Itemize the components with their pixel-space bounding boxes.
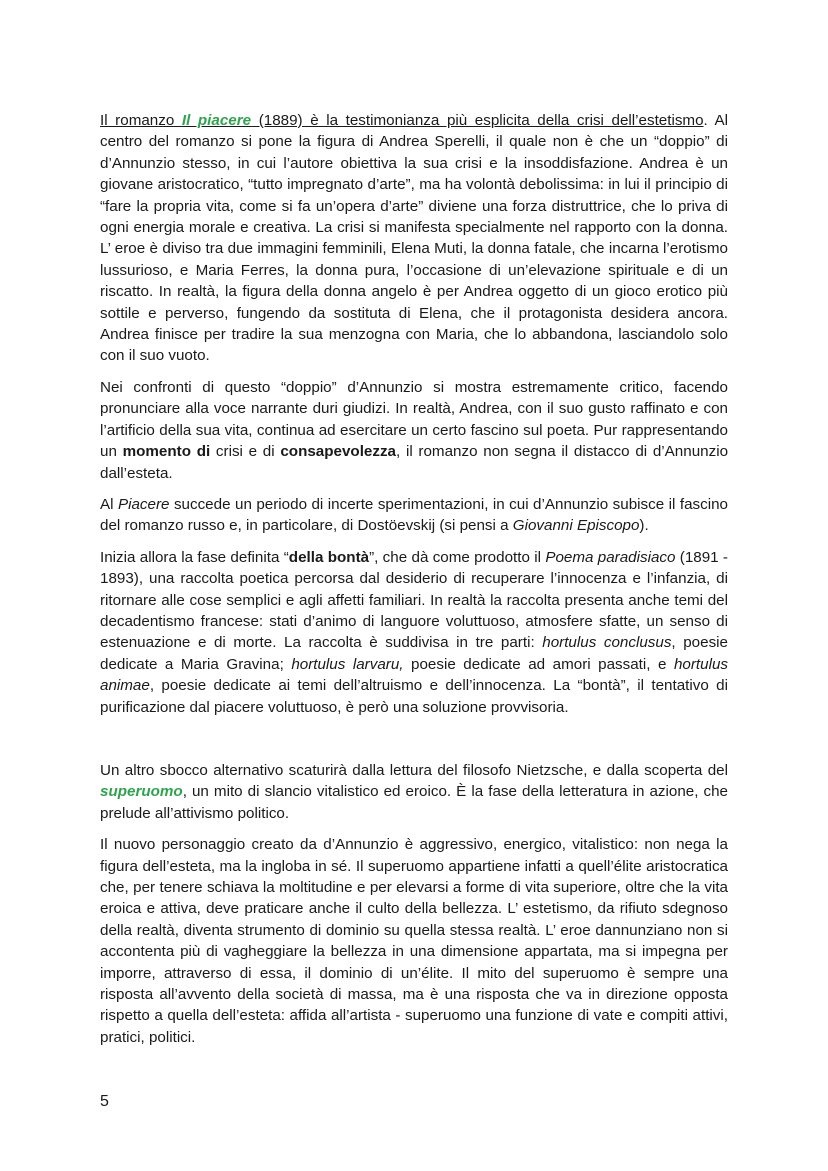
italic-piacere: Piacere [117, 495, 170, 513]
bold-consapevolezza: consapevolezza [280, 443, 397, 461]
page-number: 5 [100, 1093, 109, 1110]
paragraph-il-piacere: Il romanzo Il piacere (1889) è la testimonianza più esplicita della crisi dell’estetismo. Al centro del romanzo si pone la figura di Andrea Sperelli, il quale non è che un “doppio” di d’Annunzio stesso, in cui l’autore obiettiva la sua crisi e la insoddisfazione. Andrea è un giovane aristocratico, “tutto impregnato d’arte”, ma ha volontà debolissima: in lui il principio di “fare la propria vita, come si fa un’opera d’arte” diviene una forza distruttrice, che lo priva di ogni energia morale e creativa. La crisi si manifesta specialmente nel rapporto con la donna. L’ eroe è diviso tra due immagini femminili, Elena Muti, la donna fatale, che incarna l’erotismo lussurioso, e Maria Ferres, la donna pura, l’occasione di un’elevazione spirituale e di un riscatto. In realtà, la figura della donna angelo è per Andrea oggetto di un gioco erotico più sottile e perverso, fungendo da sostituta di Elena, che il protagonista desidera ancora. Andrea finisce per tradire la sua menzogna con Maria, che lo abbandona, lasciandolo solo con il suo vuoto. [100, 112, 729, 365]
green-superuomo: superuomo [100, 783, 183, 801]
italic-giovanni-episcopo: Giovanni Episcopo [512, 517, 640, 535]
italic-hortulus-animae: hortulus animae [100, 655, 728, 695]
paragraph-nuovo-personaggio: Il nuovo personaggio creato da d’Annunzio è aggressivo, energico, vitalistico: non nega la figura dell’esteta, ma la ingloba in sé. Il superuomo appartiene infatti a quell’élite aristocratica che, per tenere schiava la moltitudine e per elevarsi a forme di vita superiore, oltre che la vita eroica e attiva, deve praticare anche il culto della bellezza. L’ estetismo, da rifiuto sdegnoso della realtà, diventa strumento di dominio su quella stessa realtà. L’ eroe dannunziano non si accontenta più di vagheggiare la bellezza in una dimensione appartata, ma si impegna per imporre, attraverso di essa, il dominio di un’élite. Il mito del superuomo è sempre una risposta all’avvento della società di massa, ma è una risposta che va in direzione opposta rispetto a quella dell’esteta: affida all’artista - superuomo una funzione di vate e compiti attivi, pratici, politici. [100, 836, 728, 1046]
paragraph-doppio: Nei confronti di questo “doppio” d’Annunzio si mostra estremamente critico, facendo pronunciare alla voce narrante duri giudizi. In realtà, Andrea, con il suo gusto raffinato e con l’artificio della sua vita, continua ad esercitare un certo fascino sul poeta. Pur rappresentando un momento di crisi e di consapevolezza, il romanzo non segna il distacco di d’Annunzio dall’esteta. [100, 378, 729, 482]
bold-della-bonta: della bontà [288, 548, 370, 566]
italic-hortulus-conclusus: hortulus conclusus [542, 634, 672, 652]
italic-poema-paradisiaco: Poema paradisiaco [545, 548, 676, 566]
title-il-piacere: Il piacere [181, 112, 252, 129]
intro-underlined: Il romanzo Il piacere (1889) è la testimonianza più esplicita della crisi dell’estetismo [100, 112, 704, 129]
paragraph-sperimentazioni: Al Piacere succede un periodo di incerte sperimentazioni, in cui d’Annunzio subisce il fascino del romanzo russo e, in particolare, di Dostöevskij (si pensi a Giovanni Episcopo). [100, 495, 728, 535]
bold-momento-di: momento di [122, 443, 211, 461]
section-spacer [100, 728, 728, 760]
paragraph-superuomo: Un altro sbocco alternativo scaturirà dalla lettura del filosofo Nietzsche, e dalla scoperta del superuomo, un mito di slancio vitalistico ed eroico. È la fase della letteratura in azione, che prelude all’attivismo politico. [100, 761, 728, 822]
paragraph-bonta: Inizia allora la fase definita “della bontà”, che dà come prodotto il Poema paradisiaco (1891 - 1893), una raccolta poetica percorsa dal desiderio di recuperare l’innocenza e l’infanzia, di ritornare alle cose semplici e agli affetti familiari. In realtà la raccolta presenta anche temi del decadentismo francese: stati d’animo di languore voluttuoso, atmosfere sfatte, un senso di estenuazione e di morte. La raccolta è suddivisa in tre parti: hortulus conclusus, poesie dedicate a Maria Gravina; hortulus larvaru, poesie dedicate ad amori passati, e hortulus animae, poesie dedicate ai temi dell’altruismo e dell’innocenza. La “bontà”, il tentativo di purificazione dal piacere voluttuoso, è però una soluzione provvisoria. [100, 548, 728, 716]
document-body [100, 110, 728, 1058]
italic-hortulus-larvaru: hortulus larvaru, [291, 655, 404, 673]
